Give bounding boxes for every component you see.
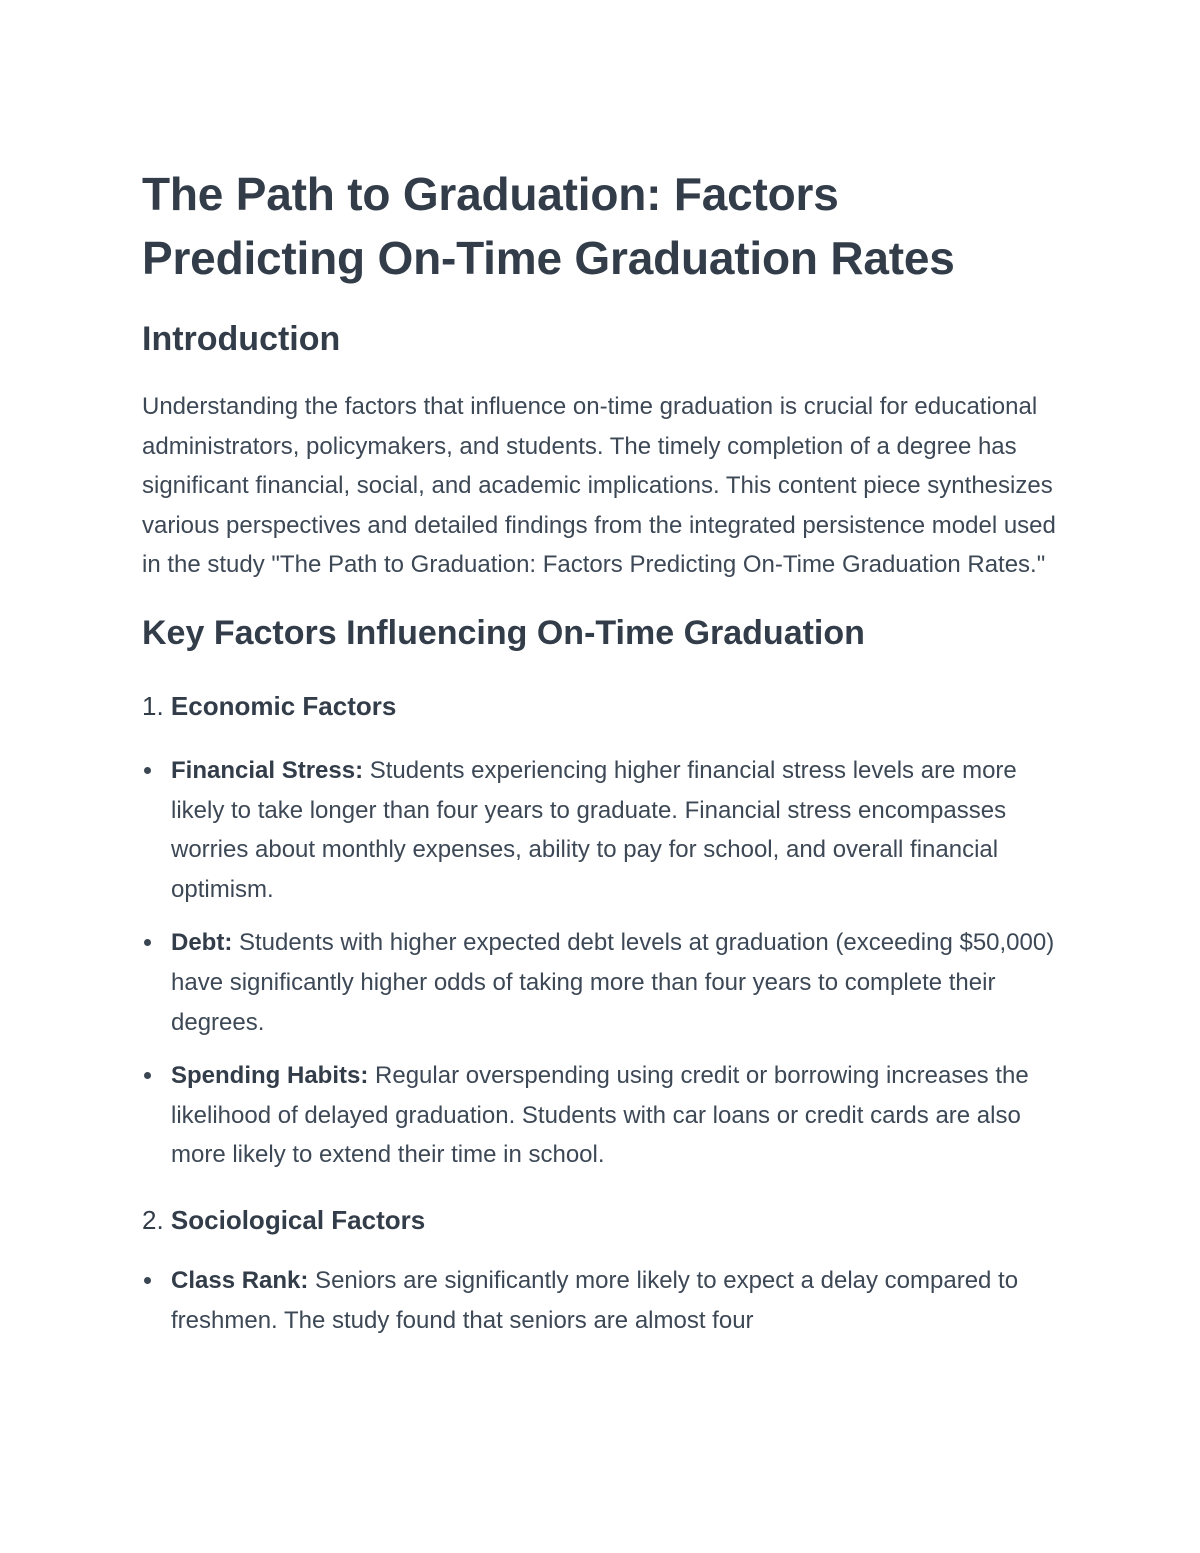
bullet-icon <box>144 939 151 946</box>
list-item-spending-habits <box>142 1056 1062 1175</box>
document-title: The Path to Graduation: Factors Predicting On-Time Graduation Rates <box>142 168 955 284</box>
section-label: Sociological Factors <box>170 1204 426 1235</box>
bullet-icon <box>144 767 151 774</box>
section-number: 2. <box>142 1204 164 1235</box>
sociological-factors-list <box>142 1261 1062 1340</box>
introduction-paragraph: Understanding the factors that influence on-time graduation is crucial for educational administrators, policymakers, and students. The timely completion of a degree has significant financial, social, and academic implications. This content piece synthesizes various perspectives and detailed findings from the integrated persistence model used in the study "The Path to Graduation: Factors Predicting On-Time Graduation Rates." <box>142 393 1056 579</box>
section-label: Economic Factors <box>170 690 397 721</box>
item-text: Seniors are significantly more likely to expect a delay compared to freshmen. The study found that seniors are almost four <box>171 1266 1019 1334</box>
introduction-heading: Introduction <box>142 320 341 358</box>
item-term: Spending Habits: <box>171 1062 369 1090</box>
item-term: Debt: <box>171 929 233 957</box>
economic-factors-list <box>142 751 1062 1175</box>
list-item-class-rank <box>142 1261 1062 1340</box>
economic-factors-heading <box>142 689 1062 723</box>
item-text: Regular overspending using credit or borrowing increases the likelihood of delayed graduation. Students with car loans or credit cards are also more likely to extend their time in school. <box>171 1062 1029 1169</box>
item-text: Students with higher expected debt levels at graduation (exceeding $50,000) have significantly higher odds of taking more than four years to complete their degrees. <box>171 929 1055 1036</box>
item-term: Class Rank: <box>171 1266 309 1294</box>
item-text: Students experiencing higher financial stress levels are more likely to take longer than four years to graduate. Financial stress encompasses worries about monthly expenses, ability to pay for school, and overall financial optimism. <box>171 756 1017 903</box>
list-item-financial-stress <box>142 751 1062 909</box>
bullet-icon <box>144 1072 151 1079</box>
item-term: Financial Stress: <box>171 756 364 784</box>
list-item-debt <box>142 923 1062 1042</box>
sociological-factors-heading <box>142 1203 1062 1237</box>
section-number: 1. <box>142 690 164 721</box>
bullet-icon <box>144 1277 151 1284</box>
document-page <box>142 162 1062 1354</box>
key-factors-heading: Key Factors Influencing On-Time Graduation <box>142 613 865 652</box>
